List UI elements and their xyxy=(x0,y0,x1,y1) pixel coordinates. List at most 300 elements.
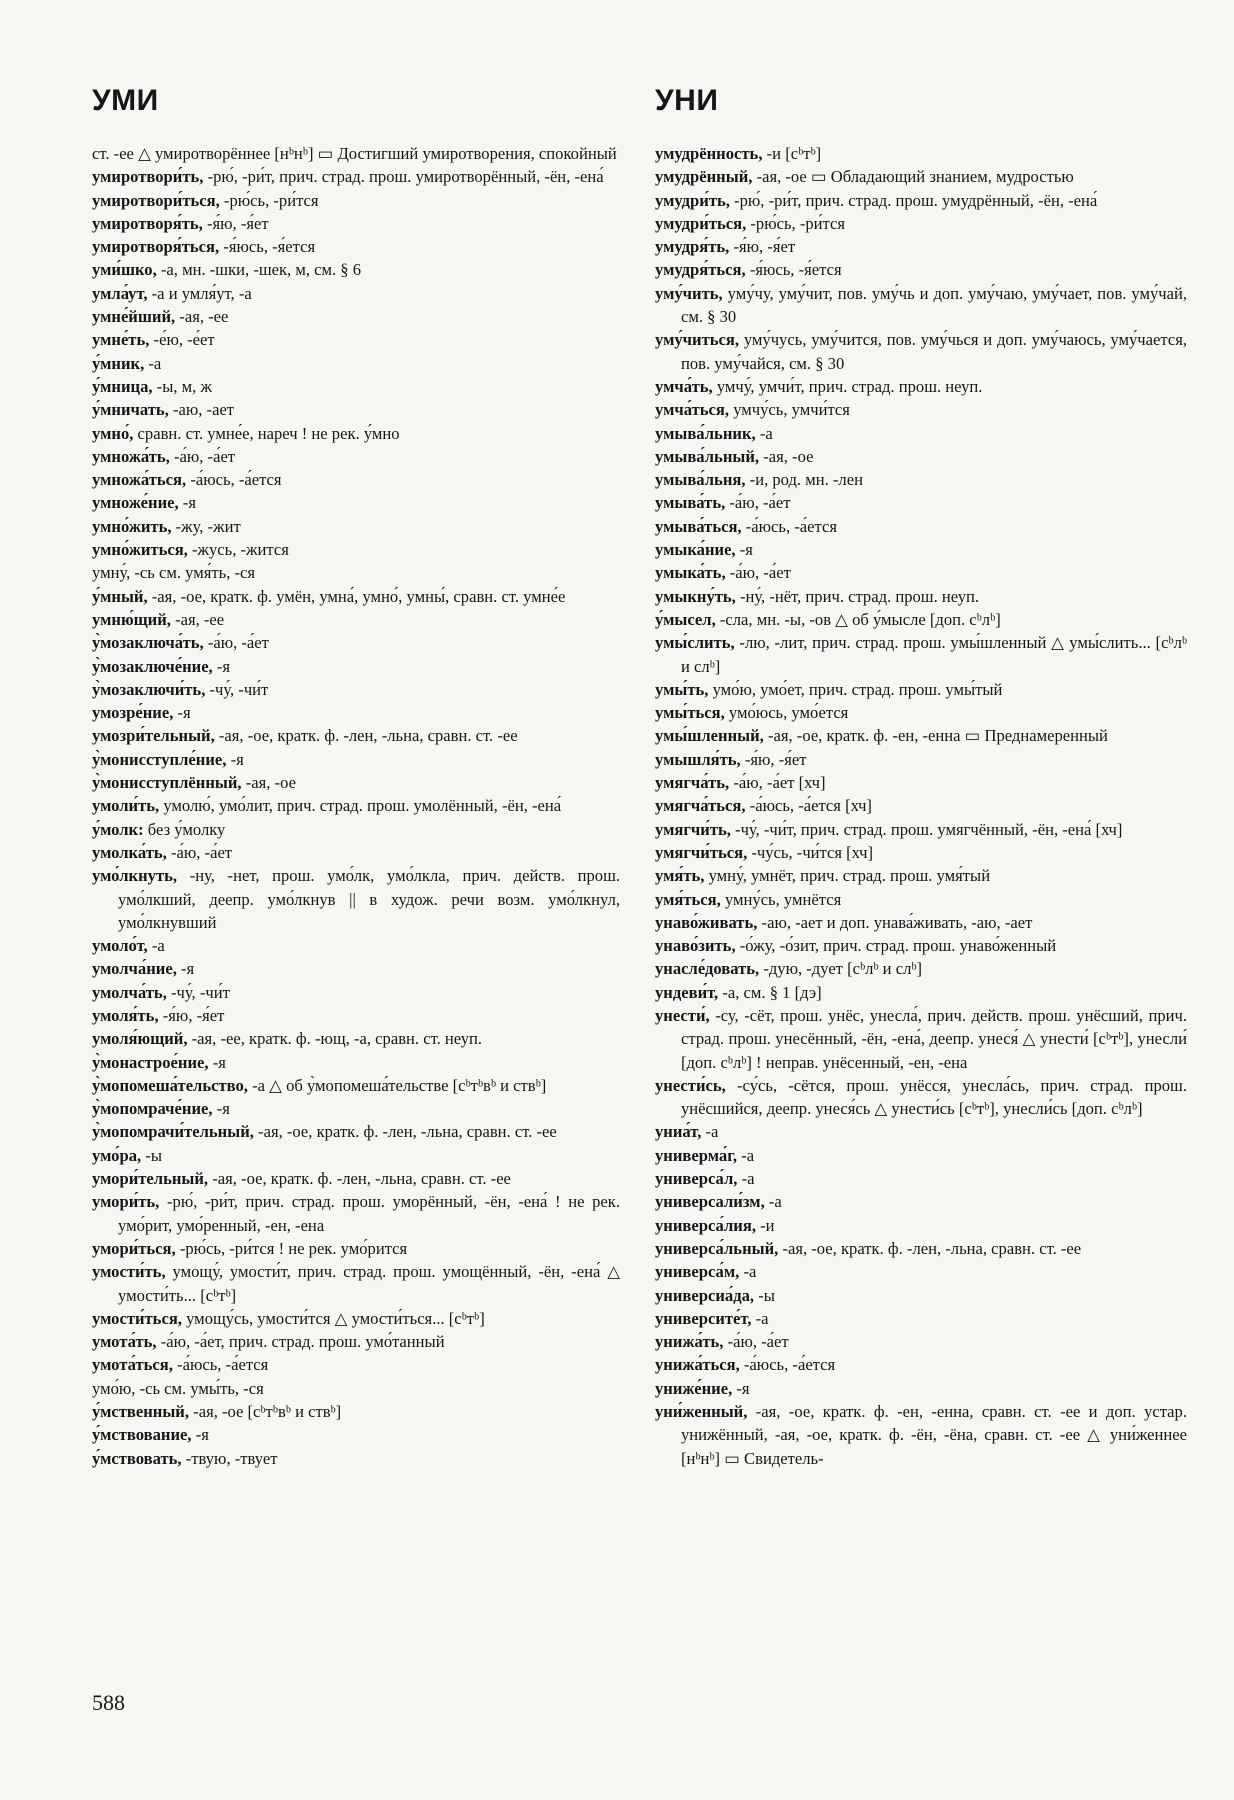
entry-headword: умота́ться, xyxy=(92,1355,173,1375)
entry-forms: -а́юсь, -а́ется xyxy=(743,1355,836,1375)
dictionary-entry xyxy=(655,328,1187,375)
entry-headword: умно́житься, xyxy=(92,540,188,560)
dictionary-entry xyxy=(92,748,620,771)
entry-headword: умиротвори́ться, xyxy=(92,190,220,210)
dictionary-entry xyxy=(92,398,620,421)
entry-forms: -я́ю, -я́ет xyxy=(744,749,807,769)
entry-forms: -а xyxy=(151,936,165,956)
entry-forms: -рю́сь, -ри́тся xyxy=(223,190,319,210)
entry-forms: -жусь, -жится xyxy=(192,540,289,560)
entry-forms: -ну́, -нёт, прич. страд. прош. неуп. xyxy=(740,586,980,606)
entry-forms: умо́ю, -сь см. умы́ть, -ся xyxy=(92,1378,264,1398)
dictionary-entry xyxy=(92,957,620,980)
dictionary-entry xyxy=(92,212,620,235)
dictionary-entry xyxy=(92,585,620,608)
dictionary-entry xyxy=(92,724,620,747)
dictionary-entry xyxy=(92,165,620,188)
entry-headword: униже́ние, xyxy=(655,1378,733,1398)
entry-headword: умя́ть, xyxy=(655,866,705,886)
entry-forms: -сла, мн. -ы, -ов △ об у́мысле [доп. сᵇлᵇ] xyxy=(719,609,1001,629)
dictionary-entry xyxy=(655,1237,1187,1260)
entry-headword: умыкну́ть, xyxy=(655,586,736,606)
entry-headword: умолча́ние, xyxy=(92,959,177,979)
entry-headword: у́мствование, xyxy=(92,1425,192,1445)
entry-forms: без у́молку xyxy=(147,819,226,839)
dictionary-entry xyxy=(655,1167,1187,1190)
dictionary-entry xyxy=(655,515,1187,538)
dictionary-entry xyxy=(92,1423,620,1446)
entry-headword: умя́ться, xyxy=(655,889,721,909)
entry-headword: умягча́ть, xyxy=(655,773,730,793)
entry-forms: -я xyxy=(230,749,244,769)
entry-forms: -ну, -нет, прош. умо́лк, умо́лкла, прич. действ. прош. умо́лкший, деепр. умо́лкнув || в худож. речи возм. умо́лкнул, умо́лкнувший xyxy=(118,866,620,932)
entry-headword: умноже́ние, xyxy=(92,493,179,513)
entry-forms: -дую, -дует [сᵇлᵇ и слᵇ] xyxy=(763,959,923,979)
dictionary-entry xyxy=(655,794,1187,817)
dictionary-entry xyxy=(92,305,620,328)
entry-headword: университе́т, xyxy=(655,1308,752,1328)
dictionary-entry xyxy=(92,1377,620,1400)
entry-forms: умо́ю, умо́ет, прич. страд. прош. умы́тый xyxy=(712,679,1003,699)
entry-headword: умы́ться, xyxy=(655,703,725,723)
dictionary-entry xyxy=(655,864,1187,887)
dictionary-entry xyxy=(92,655,620,678)
entry-headword: универса́л, xyxy=(655,1169,738,1189)
entry-headword: умно́жить, xyxy=(92,516,172,536)
entry-forms: -я xyxy=(739,540,753,560)
dictionary-entry xyxy=(92,1120,620,1143)
entry-forms: -твую, -твует xyxy=(185,1448,278,1468)
left-column xyxy=(92,142,620,1470)
entry-headword: унести́сь, xyxy=(655,1075,726,1095)
entry-headword: умоли́ть, xyxy=(92,796,160,816)
dictionary-entry xyxy=(92,235,620,258)
entry-forms: -ая, -ее xyxy=(175,609,225,629)
dictionary-entry xyxy=(655,282,1187,329)
dictionary-entry xyxy=(92,282,620,305)
entry-headword: универса́м, xyxy=(655,1262,740,1282)
entry-headword: умудри́ть, xyxy=(655,190,730,210)
entry-headword: умудрённость, xyxy=(655,144,763,163)
dictionary-entry xyxy=(92,1051,620,1074)
entry-forms: -а́ю, -а́ет xyxy=(170,842,233,862)
dictionary-entry xyxy=(655,1144,1187,1167)
entry-forms: -о́жу, -о́зит, прич. страд. прош. унаво́женный xyxy=(739,936,1057,956)
dictionary-entry xyxy=(655,468,1187,491)
entry-headword: умудрённый, xyxy=(655,167,753,187)
dictionary-entry xyxy=(92,445,620,468)
entry-forms: -я́ю, -я́ет xyxy=(162,1005,225,1025)
entry-headword: у̀мопомеша́тельство, xyxy=(92,1075,248,1095)
entry-forms: -я xyxy=(736,1378,750,1398)
entry-headword: умо́лкнуть, xyxy=(92,866,178,886)
dictionary-entry xyxy=(92,771,620,794)
entry-forms: умо́юсь, умо́ется xyxy=(728,703,849,723)
entry-headword: умыка́ть, xyxy=(655,563,726,583)
entry-forms: -а́ю, -а́ет xyxy=(729,493,791,513)
dictionary-entry xyxy=(655,398,1187,421)
entry-headword: умыва́ться, xyxy=(655,516,742,536)
entry-forms: -а и умля́ут, -а xyxy=(151,283,252,303)
entry-headword: умыва́льня, xyxy=(655,470,746,490)
dictionary-entry xyxy=(92,561,620,584)
entry-headword: умню́щий, xyxy=(92,609,171,629)
dictionary-entry xyxy=(92,1307,620,1330)
dictionary-entry xyxy=(655,631,1187,678)
entry-forms: сравн. ст. умне́е, нареч ! не рек. у́мно xyxy=(137,423,400,443)
entry-headword: умно́, xyxy=(92,423,134,443)
dictionary-entry xyxy=(655,491,1187,514)
entry-headword: умозри́тельный, xyxy=(92,726,215,746)
dictionary-entry xyxy=(655,1400,1187,1470)
dictionary-entry xyxy=(655,981,1187,1004)
dictionary-entry xyxy=(655,235,1187,258)
dictionary-entry xyxy=(655,1214,1187,1237)
dictionary-entry xyxy=(92,631,620,654)
dictionary-entry xyxy=(655,701,1187,724)
entry-headword: умиротворя́ться, xyxy=(92,237,220,257)
entry-headword: у́мысел, xyxy=(655,609,716,629)
entry-forms: -а́ю, -а́ет xyxy=(729,563,791,583)
entry-forms: -а xyxy=(743,1262,757,1282)
entry-headword: униа́т, xyxy=(655,1122,702,1142)
entry-headword: умудри́ться, xyxy=(655,213,747,233)
entry-headword: умори́ться, xyxy=(92,1238,176,1258)
entry-headword: умости́ться, xyxy=(92,1308,182,1328)
entry-forms: -я xyxy=(212,1052,226,1072)
entry-headword: у̀мозаключа́ть, xyxy=(92,633,204,653)
dictionary-entry xyxy=(92,794,620,817)
entry-forms: -рю́сь, -ри́тся ! не рек. умо́рится xyxy=(179,1238,408,1258)
entry-forms: -рю́, -ри́т, прич. страд. прош. умиротворённый, -ён, -ена́ xyxy=(207,167,604,187)
entry-forms: -а xyxy=(768,1192,782,1212)
entry-headword: у́мник, xyxy=(92,353,145,373)
entry-headword: у́мственный, xyxy=(92,1402,190,1422)
entry-forms: -аю, -ает и доп. унава́живать, -аю, -ает xyxy=(761,912,1033,932)
entry-forms: -ая, -ое xyxy=(763,446,814,466)
entry-headword: у̀монисступлённый, xyxy=(92,773,242,793)
dictionary-entry xyxy=(655,538,1187,561)
entry-headword: у́мствовать, xyxy=(92,1448,182,1468)
dictionary-entry xyxy=(92,1330,620,1353)
entry-headword: умота́ть, xyxy=(92,1332,157,1352)
dictionary-entry xyxy=(655,189,1187,212)
dictionary-entry xyxy=(92,515,620,538)
entry-headword: умости́ть, xyxy=(92,1262,166,1282)
dictionary-entry xyxy=(655,748,1187,771)
dictionary-entry xyxy=(92,375,620,398)
dictionary-entry xyxy=(92,701,620,724)
entry-headword: умножа́ться, xyxy=(92,470,187,490)
entry-forms: -чу́сь, -чи́тся [хч] xyxy=(751,842,874,862)
entry-forms: -ая, -ое, кратк. ф. -лен, -льна, сравн. ст. -ее xyxy=(782,1238,1082,1258)
entry-forms: -а́юсь, -а́ется xyxy=(177,1355,269,1375)
entry-forms: -я xyxy=(216,656,231,676)
entry-forms: -ая, -ое, кратк. ф. -ен, -енна, сравн. ст. -ее и доп. устар. унижённый, -ая, -ое, кратк. ф. -ён, -ёна, сравн. ст. -ее △ уни́женнее [нᵇнᵇ] ▭ Свидетель- xyxy=(681,1402,1187,1468)
dictionary-entry xyxy=(655,375,1187,398)
dictionary-entry xyxy=(92,468,620,491)
entry-forms: -а́ю, -а́ет xyxy=(727,1332,789,1352)
entry-headword: умолка́ть, xyxy=(92,842,167,862)
entry-forms: -ы, м, ж xyxy=(156,376,212,396)
entry-headword: умыва́ть, xyxy=(655,493,726,513)
entry-headword: универса́лия, xyxy=(655,1215,756,1235)
entry-forms: умну́, умнёт, прич. страд. прош. умя́тый xyxy=(708,866,991,886)
dictionary-entry xyxy=(92,1097,620,1120)
dictionary-entry xyxy=(655,422,1187,445)
dictionary-entry xyxy=(655,678,1187,701)
entry-headword: у́мный, xyxy=(92,586,148,606)
dictionary-entry xyxy=(655,608,1187,631)
entry-forms: умощу́, умости́т, прич. страд. прош. умощённый, -ён, -ена́ △ умости́ть... [сᵇтᵇ] xyxy=(118,1262,620,1305)
entry-headword: умягчи́ть, xyxy=(655,819,731,839)
entry-headword: умла́ут, xyxy=(92,283,148,303)
dictionary-entry xyxy=(92,1400,620,1423)
entry-forms: -чу́, -чи́т, прич. страд. прош. умягчённый, -ён, -ена́ [хч] xyxy=(735,819,1123,839)
dictionary-entry xyxy=(92,258,620,281)
entry-headword: унаво́живать, xyxy=(655,912,758,932)
entry-headword: у́молк: xyxy=(92,819,144,839)
dictionary-entry xyxy=(655,771,1187,794)
entry-headword: универсиа́да, xyxy=(655,1285,755,1305)
entry-headword: умори́ть, xyxy=(92,1192,160,1212)
dictionary-entry xyxy=(655,888,1187,911)
entry-forms: -а xyxy=(759,423,773,443)
entry-forms: -а, мн. -шки, -шек, м, см. § 6 xyxy=(160,260,362,280)
dictionary-entry xyxy=(92,1074,620,1097)
dictionary-entry xyxy=(92,1447,620,1470)
entry-forms: -рю́сь, -ри́тся xyxy=(750,213,845,233)
dictionary-entry xyxy=(92,981,620,1004)
entry-forms: -ы xyxy=(758,1285,775,1305)
entry-forms: -а xyxy=(148,353,162,373)
dictionary-entry xyxy=(92,328,620,351)
dictionary-entry xyxy=(655,818,1187,841)
dictionary-entry xyxy=(92,1353,620,1376)
running-header-left: УМИ xyxy=(92,84,159,117)
dictionary-entry xyxy=(92,1190,620,1237)
entry-headword: у́мница, xyxy=(92,376,153,396)
entry-headword: у̀мозаключи́ть, xyxy=(92,679,206,699)
entry-forms: -я xyxy=(181,959,195,979)
entry-headword: у̀монисступле́ние, xyxy=(92,749,227,769)
entry-headword: умягча́ться, xyxy=(655,796,746,816)
dictionary-entry xyxy=(655,1120,1187,1143)
entry-headword: умягчи́ться, xyxy=(655,842,748,862)
entry-forms: -рю́, -ри́т, прич. страд. прош. умудрённый, -ён, -ена́ xyxy=(734,190,1098,210)
dictionary-entry xyxy=(92,678,620,701)
entry-headword: умо́ра, xyxy=(92,1145,142,1165)
dictionary-entry xyxy=(92,491,620,514)
entry-forms: -а xyxy=(755,1308,769,1328)
entry-forms: -ая, -ое, кратк. ф. -лен, -льна, сравн. ст. -ее xyxy=(258,1122,557,1142)
dictionary-entry xyxy=(655,1004,1187,1074)
entry-forms: -е́ю, -е́ет xyxy=(153,330,215,350)
entry-forms: -ая, -ое [сᵇтᵇвᵇ и ствᵇ] xyxy=(193,1402,342,1422)
entry-forms: -ая, -ее xyxy=(179,307,229,327)
entry-forms: умну́сь, умнётся xyxy=(724,889,842,909)
entry-headword: универма́г, xyxy=(655,1145,738,1165)
entry-headword: умышля́ть, xyxy=(655,749,741,769)
entry-headword: умча́ть, xyxy=(655,376,713,396)
dictionary-entry xyxy=(655,724,1187,747)
entry-headword: у̀мопомрачи́тельный, xyxy=(92,1122,254,1142)
entry-headword: умне́ть, xyxy=(92,330,150,350)
entry-forms: -я xyxy=(195,1425,209,1445)
entry-headword: у̀монастрое́ние, xyxy=(92,1052,209,1072)
entry-headword: уму́чить, xyxy=(655,283,723,303)
entry-forms: -а xyxy=(741,1145,755,1165)
entry-headword: унасле́довать, xyxy=(655,959,760,979)
entry-forms: -и, род. мн. -лен xyxy=(749,470,863,490)
entry-headword: умозре́ние, xyxy=(92,703,174,723)
dictionary-entry xyxy=(655,841,1187,864)
entry-forms: -я xyxy=(216,1099,230,1119)
dictionary-entry xyxy=(655,258,1187,281)
entry-headword: умыка́ние, xyxy=(655,540,736,560)
entry-forms: -и xyxy=(760,1215,775,1235)
entry-forms: -рю́, -ри́т, прич. страд. прош. уморённый, -ён, -ена́ ! не рек. умо́рит, умо́ренный, -ен, -ена xyxy=(118,1192,621,1235)
entry-forms: -я xyxy=(182,493,196,513)
entry-forms: -ая, -ое, кратк. ф. -ен, -енна ▭ Преднамеренный xyxy=(767,726,1108,746)
dictionary-entry xyxy=(92,1237,620,1260)
entry-forms: -жу, -жит xyxy=(175,516,241,536)
dictionary-entry xyxy=(655,1284,1187,1307)
entry-forms: -су, -сёт, прош. унёс, унесла́, прич. действ. прош. унёсший, прич. страд. прош. унесённый, -ён, -ена́, деепр. унеся́ △ унести́ [сᵇтᵇ], унесли́ [доп. сᵇлᵇ] ! неправ. унёсенный, -ен, -ена xyxy=(681,1005,1188,1072)
dictionary-entry xyxy=(92,1144,620,1167)
entry-forms: -ая, -ое ▭ Обладающий знанием, мудростью xyxy=(756,167,1074,187)
right-column xyxy=(655,142,1187,1470)
dictionary-entry xyxy=(655,1377,1187,1400)
dictionary-entry xyxy=(655,142,1187,165)
dictionary-entry xyxy=(92,1260,620,1307)
entry-forms: -а́ю, -а́ет, прич. страд. прош. умо́танный xyxy=(160,1332,445,1352)
entry-forms: умну́, -сь см. умя́ть, -ся xyxy=(92,563,256,583)
entry-headword: умоло́т, xyxy=(92,936,148,956)
entry-headword: унижа́ть, xyxy=(655,1332,724,1352)
dictionary-entry xyxy=(92,142,620,165)
entry-forms: -а́ю, -а́ет xyxy=(173,446,236,466)
entry-forms: умчу́сь, умчи́тся xyxy=(733,400,850,420)
dictionary-entry xyxy=(92,422,620,445)
entry-forms: -а △ об у̀мопомеша́тельстве [сᵇтᵇвᵇ и ствᵇ] xyxy=(252,1075,547,1095)
dictionary-entry xyxy=(92,189,620,212)
entry-forms: -ы xyxy=(145,1145,162,1165)
entry-forms: -ая, -ое, кратк. ф. умён, умна́, умно́, умны́, сравн. ст. умне́е xyxy=(151,586,566,606)
entry-forms: -а́юсь, -а́ется xyxy=(745,516,837,536)
entry-forms: -чу́, -чи́т xyxy=(171,982,230,1002)
dictionary-entry xyxy=(655,585,1187,608)
entry-headword: уму́читься, xyxy=(655,330,740,350)
entry-headword: умудря́ть, xyxy=(655,237,730,257)
entry-forms: -аю, -ает xyxy=(172,400,235,420)
entry-headword: универса́льный, xyxy=(655,1238,779,1258)
entry-forms: -я́ю, -я́ет xyxy=(733,237,796,257)
dictionary-entry xyxy=(92,1027,620,1050)
entry-headword: умоля́ющий, xyxy=(92,1029,188,1049)
dictionary-entry xyxy=(92,818,620,841)
entry-forms: -чу́, -чи́т xyxy=(209,679,269,699)
dictionary-entry xyxy=(655,1190,1187,1213)
dictionary-entry xyxy=(92,1004,620,1027)
entry-headword: умоля́ть, xyxy=(92,1005,159,1025)
entry-headword: умори́тельный, xyxy=(92,1169,209,1189)
entry-forms: -а́ю, -а́ет xyxy=(207,633,269,653)
entry-headword: у̀мозаключе́ние, xyxy=(92,656,213,676)
entry-headword: универсали́зм, xyxy=(655,1192,765,1212)
entry-forms: -я́ю, -я́ет xyxy=(206,213,269,233)
entry-forms: -ая, -ое, кратк. ф. -лен, -льна, сравн. ст. -ее xyxy=(218,726,518,746)
entry-forms: -ая, -ое, кратк. ф. -лен, -льна, сравн. ст. -ее xyxy=(212,1169,511,1189)
entry-headword: умиротвори́ть, xyxy=(92,167,204,187)
entry-forms: -су́сь, -сётся, прош. унёсся, унесла́сь, прич. страд. прош. унёсшийся, деепр. унеся́сь △ унести́сь [сᵇтᵇ], унесли́сь [доп. сᵇлᵇ] xyxy=(681,1075,1187,1119)
entry-forms: ст. -ее △ умиротворённее [нᵇнᵇ] ▭ Достигший умиротворения, спокойный xyxy=(92,144,617,163)
entry-headword: ундеви́т, xyxy=(655,982,719,1002)
entry-headword: унижа́ться, xyxy=(655,1355,740,1375)
dictionary-entry xyxy=(92,352,620,375)
entry-forms: умчу́, умчи́т, прич. страд. прош. неуп. xyxy=(716,376,983,396)
running-header-right: УНИ xyxy=(655,84,719,117)
entry-forms: -я xyxy=(177,703,191,723)
entry-forms: умощу́сь, умости́тся △ умости́ться... [сᵇтᵇ] xyxy=(186,1308,485,1328)
entry-headword: умне́йший, xyxy=(92,307,176,327)
entry-forms: -я́юсь, -я́ется xyxy=(223,237,316,257)
entry-headword: умножа́ть, xyxy=(92,446,170,466)
dictionary-entry xyxy=(655,1353,1187,1376)
entry-headword: умиротворя́ть, xyxy=(92,213,203,233)
entry-headword: умы́шленный, xyxy=(655,726,764,746)
entry-forms: уму́чусь, уму́чится, пов. уму́чься и доп. уму́чаюсь, уму́чается, пов. уму́чайся, см. § 30 xyxy=(681,330,1187,373)
entry-headword: унаво́зить, xyxy=(655,936,736,956)
entry-forms: -ая, -ое xyxy=(245,773,296,793)
dictionary-entry xyxy=(92,864,620,934)
entry-forms: -ая, -ее, кратк. ф. -ющ, -а, сравн. ст. неуп. xyxy=(191,1029,483,1049)
dictionary-entry xyxy=(655,1330,1187,1353)
dictionary-entry xyxy=(655,1260,1187,1283)
dictionary-entry xyxy=(655,934,1187,957)
entry-forms: -лю, -лит, прич. страд. прош. умы́шленный △ умы́слить... [сᵇлᵇ и слᵇ] xyxy=(681,633,1187,676)
dictionary-entry xyxy=(92,934,620,957)
dictionary-entry xyxy=(655,911,1187,934)
entry-headword: умолча́ть, xyxy=(92,982,167,1002)
dictionary-entry xyxy=(92,1167,620,1190)
entry-forms: умолю́, умо́лит, прич. страд. прош. умолённый, -ён, -ена́ xyxy=(163,796,562,816)
dictionary-entry xyxy=(92,538,620,561)
entry-forms: -а, см. § 1 [дэ] xyxy=(722,982,822,1002)
entry-forms: -а́ю, -а́ет [хч] xyxy=(733,773,826,793)
entry-headword: умы́слить, xyxy=(655,633,735,653)
entry-headword: у̀мопомраче́ние, xyxy=(92,1099,213,1119)
dictionary-entry xyxy=(655,445,1187,468)
dictionary-entry xyxy=(92,608,620,631)
dictionary-entry xyxy=(92,841,620,864)
entry-forms: -а xyxy=(741,1169,755,1189)
entry-headword: унести́, xyxy=(655,1005,710,1025)
dictionary-entry xyxy=(655,957,1187,980)
entry-headword: уни́женный, xyxy=(655,1402,748,1422)
dictionary-entry xyxy=(655,1307,1187,1330)
dictionary-entry xyxy=(655,165,1187,188)
entry-headword: уми́шко, xyxy=(92,260,157,280)
entry-forms: -и [сᵇтᵇ] xyxy=(766,144,822,163)
entry-headword: умы́ть, xyxy=(655,679,709,699)
entry-headword: умыва́льник, xyxy=(655,423,756,443)
dictionary-entry xyxy=(655,561,1187,584)
dictionary-entry xyxy=(655,1074,1187,1121)
entry-headword: у́мничать, xyxy=(92,400,169,420)
entry-headword: умча́ться, xyxy=(655,400,730,420)
page-number: 588 xyxy=(92,1690,125,1715)
